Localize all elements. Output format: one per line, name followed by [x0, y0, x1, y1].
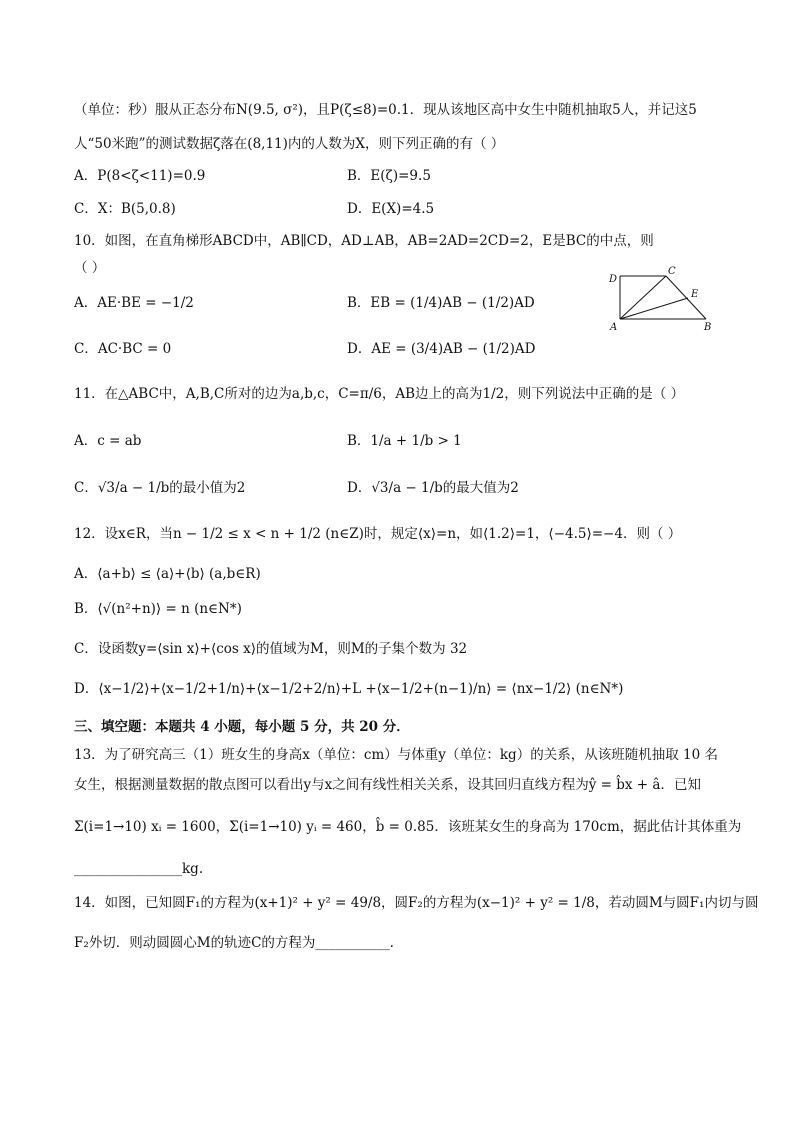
- q9-option-a: A．P(8<ζ<11)=0.9: [74, 168, 206, 184]
- q13-line1: 13．为了研究高三（1）班女生的身高x（单位：cm）与体重y（单位：kg）的关系，从该班随机抽取 10 名: [74, 747, 718, 763]
- segment-ac: [620, 276, 666, 319]
- segment-cb: [666, 276, 706, 319]
- q13-answer-blank: ________________kg.: [74, 861, 204, 877]
- q9-option-c: C．X：B(5,0.8): [74, 201, 176, 217]
- q13-line2: 女生，根据测量数据的散点图可以看出y与x之间有线性相关关系，设其回归直线方程为ŷ = b̂x + â．已知: [74, 777, 701, 793]
- label-b: B: [704, 322, 712, 333]
- q12-option-b: B．⟨√(n²+n)⟩ = n (n∈N*): [74, 601, 242, 617]
- label-c: C: [668, 266, 676, 277]
- q10-option-c: C．AC·BC = 0: [74, 341, 172, 357]
- label-d: D: [609, 274, 618, 285]
- q12-line1: 12．设x∈R，当n − 1/2 ≤ x < n + 1/2 (n∈Z)时，规定⟨x⟩=n，如⟨1.2⟩=1，⟨−4.5⟩=−4．则（ ）: [74, 526, 682, 542]
- segment-ae: [620, 298, 688, 319]
- trapezoid-figure: [600, 262, 720, 342]
- q10-option-a: A．AE·BE = −1/2: [74, 295, 194, 311]
- q9-option-b: B．E(ζ)=9.5: [347, 168, 431, 184]
- label-a: A: [610, 322, 618, 333]
- q10-line1: 10．如图，在直角梯形ABCD中，AB∥CD，AD⊥AB，AB=2AD=2CD=2，E是BC的中点，则: [74, 233, 654, 249]
- q12-option-d: D．⟨x−1/2⟩+⟨x−1/2+1/n⟩+⟨x−1/2+2/n⟩+L +⟨x−1/2+(n−1)/n⟩ = ⟨nx−1/2⟩ (n∈N*): [74, 681, 624, 697]
- q11-option-b: B．1/a + 1/b > 1: [347, 433, 462, 449]
- q14-line1: 14．如图，已知圆F₁的方程为(x+1)² + y² = 49/8，圆F₂的方程为(x−1)² + y² = 1/8，若动圆M与圆F₁内切与圆: [74, 895, 759, 911]
- q11-line1: 11．在△ABC中，A,B,C所对的边为a,b,c，C=π/6，AB边上的高为1/2，则下列说法中正确的是（ ）: [74, 386, 685, 402]
- q11-option-a: A．c = ab: [74, 433, 142, 449]
- q11-option-c: C．√3/a − 1/b的最小值为2: [74, 480, 246, 496]
- q14-line2: F₂外切．则动圆圆心M的轨迹C的方程为___________.: [74, 935, 394, 951]
- q12-option-a: A．⟨a+b⟩ ≤ ⟨a⟩+⟨b⟩ (a,b∈R): [74, 566, 261, 582]
- section-heading: 三、填空题：本题共 4 小题，每小题 5 分，共 20 分．: [74, 719, 410, 735]
- q10-option-d: D．AE = (3/4)AB − (1/2)AD: [347, 341, 536, 357]
- q12-option-c: C．设函数y=⟨sin x⟩+⟨cos x⟩的值域为M，则M的子集个数为 32: [74, 641, 468, 657]
- label-e: E: [691, 289, 699, 300]
- q9-option-d: D．E(X)=4.5: [347, 201, 435, 217]
- q10-option-b: B．EB = (1/4)AB − (1/2)AD: [347, 295, 535, 311]
- q9-line1: （单位：秒）服从正态分布N(9.5, σ²)，且P(ζ≤8)=0.1．现从该地区高中女生中随机抽取5人，并记这5: [74, 102, 697, 118]
- q10-line2: （ ）: [74, 260, 106, 276]
- q13-line3: Σ(i=1→10) xᵢ = 1600，Σ(i=1→10) yᵢ = 460，b̂ = 0.85．该班某女生的身高为 170cm，据此估计其体重为: [74, 819, 742, 835]
- q11-option-d: D．√3/a − 1/b的最大值为2: [347, 480, 519, 496]
- q9-line2: 人“50米跑”的测试数据ζ落在(8,11)内的人数为X，则下列正确的有（ ）: [74, 136, 505, 152]
